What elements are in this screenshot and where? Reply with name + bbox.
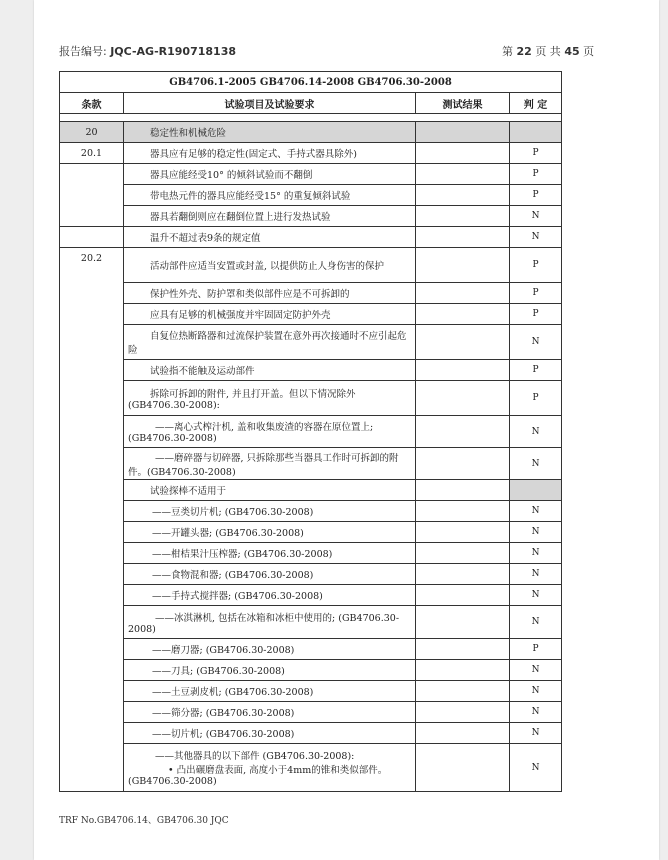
- requirement-cell: ——刀具; (GB4706.30-2008): [124, 660, 416, 681]
- table-row: [60, 143, 562, 164]
- result-cell: [416, 248, 510, 283]
- result-cell: [416, 448, 510, 480]
- result-cell: [416, 143, 510, 164]
- table-row: [60, 185, 562, 206]
- verdict-cell: P: [510, 283, 562, 304]
- verdict-cell: N: [510, 660, 562, 681]
- requirement-cell: 应具有足够的机械强度并牢固固定防护外壳: [124, 304, 416, 325]
- verdict-cell: N: [510, 522, 562, 543]
- result-cell: [416, 522, 510, 543]
- verdict-cell: P: [510, 381, 562, 416]
- table-row: [60, 416, 562, 448]
- requirement-cell: ——磨碎器与切碎器, 只拆除那些当器具工作时可拆卸的附件。(GB4706.30-2008): [124, 448, 416, 480]
- result-cell: [416, 585, 510, 606]
- requirement-cell: 试验探棒不适用于: [124, 480, 416, 501]
- table-row: [60, 227, 562, 248]
- table-row: [60, 381, 562, 416]
- requirement-cell: ——土豆剥皮机; (GB4706.30-2008): [124, 681, 416, 702]
- requirement-cell: 试验指不能触及运动部件: [124, 360, 416, 381]
- verdict-cell: N: [510, 681, 562, 702]
- verdict-cell: P: [510, 164, 562, 185]
- spacer-row: [60, 114, 562, 122]
- verdict-cell: P: [510, 185, 562, 206]
- clause-cell: 20.1: [60, 143, 124, 164]
- verdict-cell: N: [510, 723, 562, 744]
- result-cell: [416, 416, 510, 448]
- result-cell: [416, 381, 510, 416]
- clause-cell: 20: [60, 122, 124, 143]
- table-row: [60, 639, 562, 660]
- col-header-verdict: 判 定: [510, 93, 562, 114]
- table-row: [60, 283, 562, 304]
- table-row: [60, 660, 562, 681]
- requirement-cell: 活动部件应适当安置或封盖, 以提供防止人身伤害的保护: [124, 248, 416, 283]
- result-cell: [416, 283, 510, 304]
- result-cell: [416, 304, 510, 325]
- requirement-cell: 保护性外壳、防护罩和类似部件应是不可拆卸的: [124, 283, 416, 304]
- standard-title: GB4706.1-2005 GB4706.14-2008 GB4706.30-2008: [60, 72, 562, 93]
- verdict-cell: N: [510, 543, 562, 564]
- requirement-cell: ——其他器具的以下部件 (GB4706.30-2008): • 凸出碾磨盘表面, 高度小于4mm的锥和类似部件。(GB4706.30-2008): [124, 744, 416, 792]
- requirement-cell: ——冰淇淋机, 包括在冰箱和冰柜中使用的; (GB4706.30-2008): [124, 606, 416, 639]
- verdict-cell: N: [510, 501, 562, 522]
- verdict-cell: N: [510, 564, 562, 585]
- requirement-cell: 自复位热断路器和过流保护装置在意外再次接通时不应引起危险: [124, 325, 416, 360]
- verdict-cell: N: [510, 227, 562, 248]
- requirement-cell: 温升不超过表9条的规定值: [124, 227, 416, 248]
- clause-cell: [60, 164, 124, 185]
- table-row: [60, 681, 562, 702]
- col-header-requirement: 试验项目及试验要求: [124, 93, 416, 114]
- verdict-cell: P: [510, 248, 562, 283]
- verdict-cell: P: [510, 639, 562, 660]
- result-cell: [416, 185, 510, 206]
- test-results-table: [59, 71, 562, 792]
- requirement-cell: 器具应有足够的稳定性(固定式、手持式器具除外): [124, 143, 416, 164]
- table-row: [60, 723, 562, 744]
- table-row: [60, 164, 562, 185]
- footer-trf: TRF No.GB4706.14、GB4706.30 JQC: [59, 816, 229, 826]
- table-row: [60, 744, 562, 792]
- result-cell: [416, 501, 510, 522]
- verdict-cell: N: [510, 206, 562, 227]
- requirement-cell: ——豆类切片机; (GB4706.30-2008): [124, 501, 416, 522]
- clause-cell: 20.2: [60, 248, 124, 792]
- requirement-cell: ——开罐头器; (GB4706.30-2008): [124, 522, 416, 543]
- requirement-cell: ——离心式榨汁机, 盖和收集废渣的容器在原位置上; (GB4706.30-2008): [124, 416, 416, 448]
- table-row: [60, 122, 562, 143]
- result-cell: [416, 639, 510, 660]
- table-row: [60, 564, 562, 585]
- result-cell: [416, 564, 510, 585]
- table-row: [60, 702, 562, 723]
- requirement-cell: 拆除可拆卸的附件, 并且打开盖。但以下情况除外 (GB4706.30-2008):: [124, 381, 416, 416]
- requirement-cell: 带电热元件的器具应能经受15° 的重复倾斜试验: [124, 185, 416, 206]
- table-row: [60, 501, 562, 522]
- table-row: [60, 606, 562, 639]
- result-cell: [416, 206, 510, 227]
- requirement-cell: ——切片机; (GB4706.30-2008): [124, 723, 416, 744]
- verdict-cell: N: [510, 606, 562, 639]
- verdict-cell: P: [510, 360, 562, 381]
- requirement-cell: ——柑桔果汁压榨器; (GB4706.30-2008): [124, 543, 416, 564]
- verdict-cell: N: [510, 325, 562, 360]
- result-cell: [416, 325, 510, 360]
- result-cell: [416, 660, 510, 681]
- table-row: [60, 522, 562, 543]
- col-header-clause: 条款: [60, 93, 124, 114]
- result-cell: [416, 480, 510, 501]
- requirement-cell: 器具应能经受10° 的倾斜试验而不翻倒: [124, 164, 416, 185]
- requirement-cell: ——食物混和器; (GB4706.30-2008): [124, 564, 416, 585]
- result-cell: [416, 681, 510, 702]
- report-number: 报告编号: JQC-AG-R190718138: [59, 45, 236, 58]
- table-row: [60, 585, 562, 606]
- result-cell: [416, 227, 510, 248]
- table-row: [60, 360, 562, 381]
- verdict-cell: N: [510, 744, 562, 792]
- verdict-cell: [510, 480, 562, 501]
- table-row: [60, 448, 562, 480]
- table-row: [60, 206, 562, 227]
- result-cell: [416, 744, 510, 792]
- verdict-cell: P: [510, 304, 562, 325]
- requirement-cell: ——手持式搅拌器; (GB4706.30-2008): [124, 585, 416, 606]
- verdict-cell: [510, 122, 562, 143]
- verdict-cell: N: [510, 448, 562, 480]
- verdict-cell: P: [510, 143, 562, 164]
- clause-cell: [60, 206, 124, 227]
- clause-cell: [60, 185, 124, 206]
- result-cell: [416, 702, 510, 723]
- requirement-cell: 稳定性和机械危险: [124, 122, 416, 143]
- result-cell: [416, 606, 510, 639]
- table-row: [60, 543, 562, 564]
- table-row: [60, 325, 562, 360]
- verdict-cell: N: [510, 585, 562, 606]
- table-row: [60, 304, 562, 325]
- verdict-cell: N: [510, 416, 562, 448]
- page-indicator: 第 22 页 共 45 页: [502, 45, 595, 58]
- clause-cell: [60, 227, 124, 248]
- requirement-cell: ——筛分器; (GB4706.30-2008): [124, 702, 416, 723]
- col-header-result: 测试结果: [416, 93, 510, 114]
- result-cell: [416, 122, 510, 143]
- requirement-cell: 器具若翻倒则应在翻倒位置上进行发热试验: [124, 206, 416, 227]
- result-cell: [416, 543, 510, 564]
- verdict-cell: N: [510, 702, 562, 723]
- table-row: [60, 480, 562, 501]
- requirement-cell: ——磨刀器; (GB4706.30-2008): [124, 639, 416, 660]
- table-row: [60, 248, 562, 283]
- result-cell: [416, 723, 510, 744]
- result-cell: [416, 360, 510, 381]
- result-cell: [416, 164, 510, 185]
